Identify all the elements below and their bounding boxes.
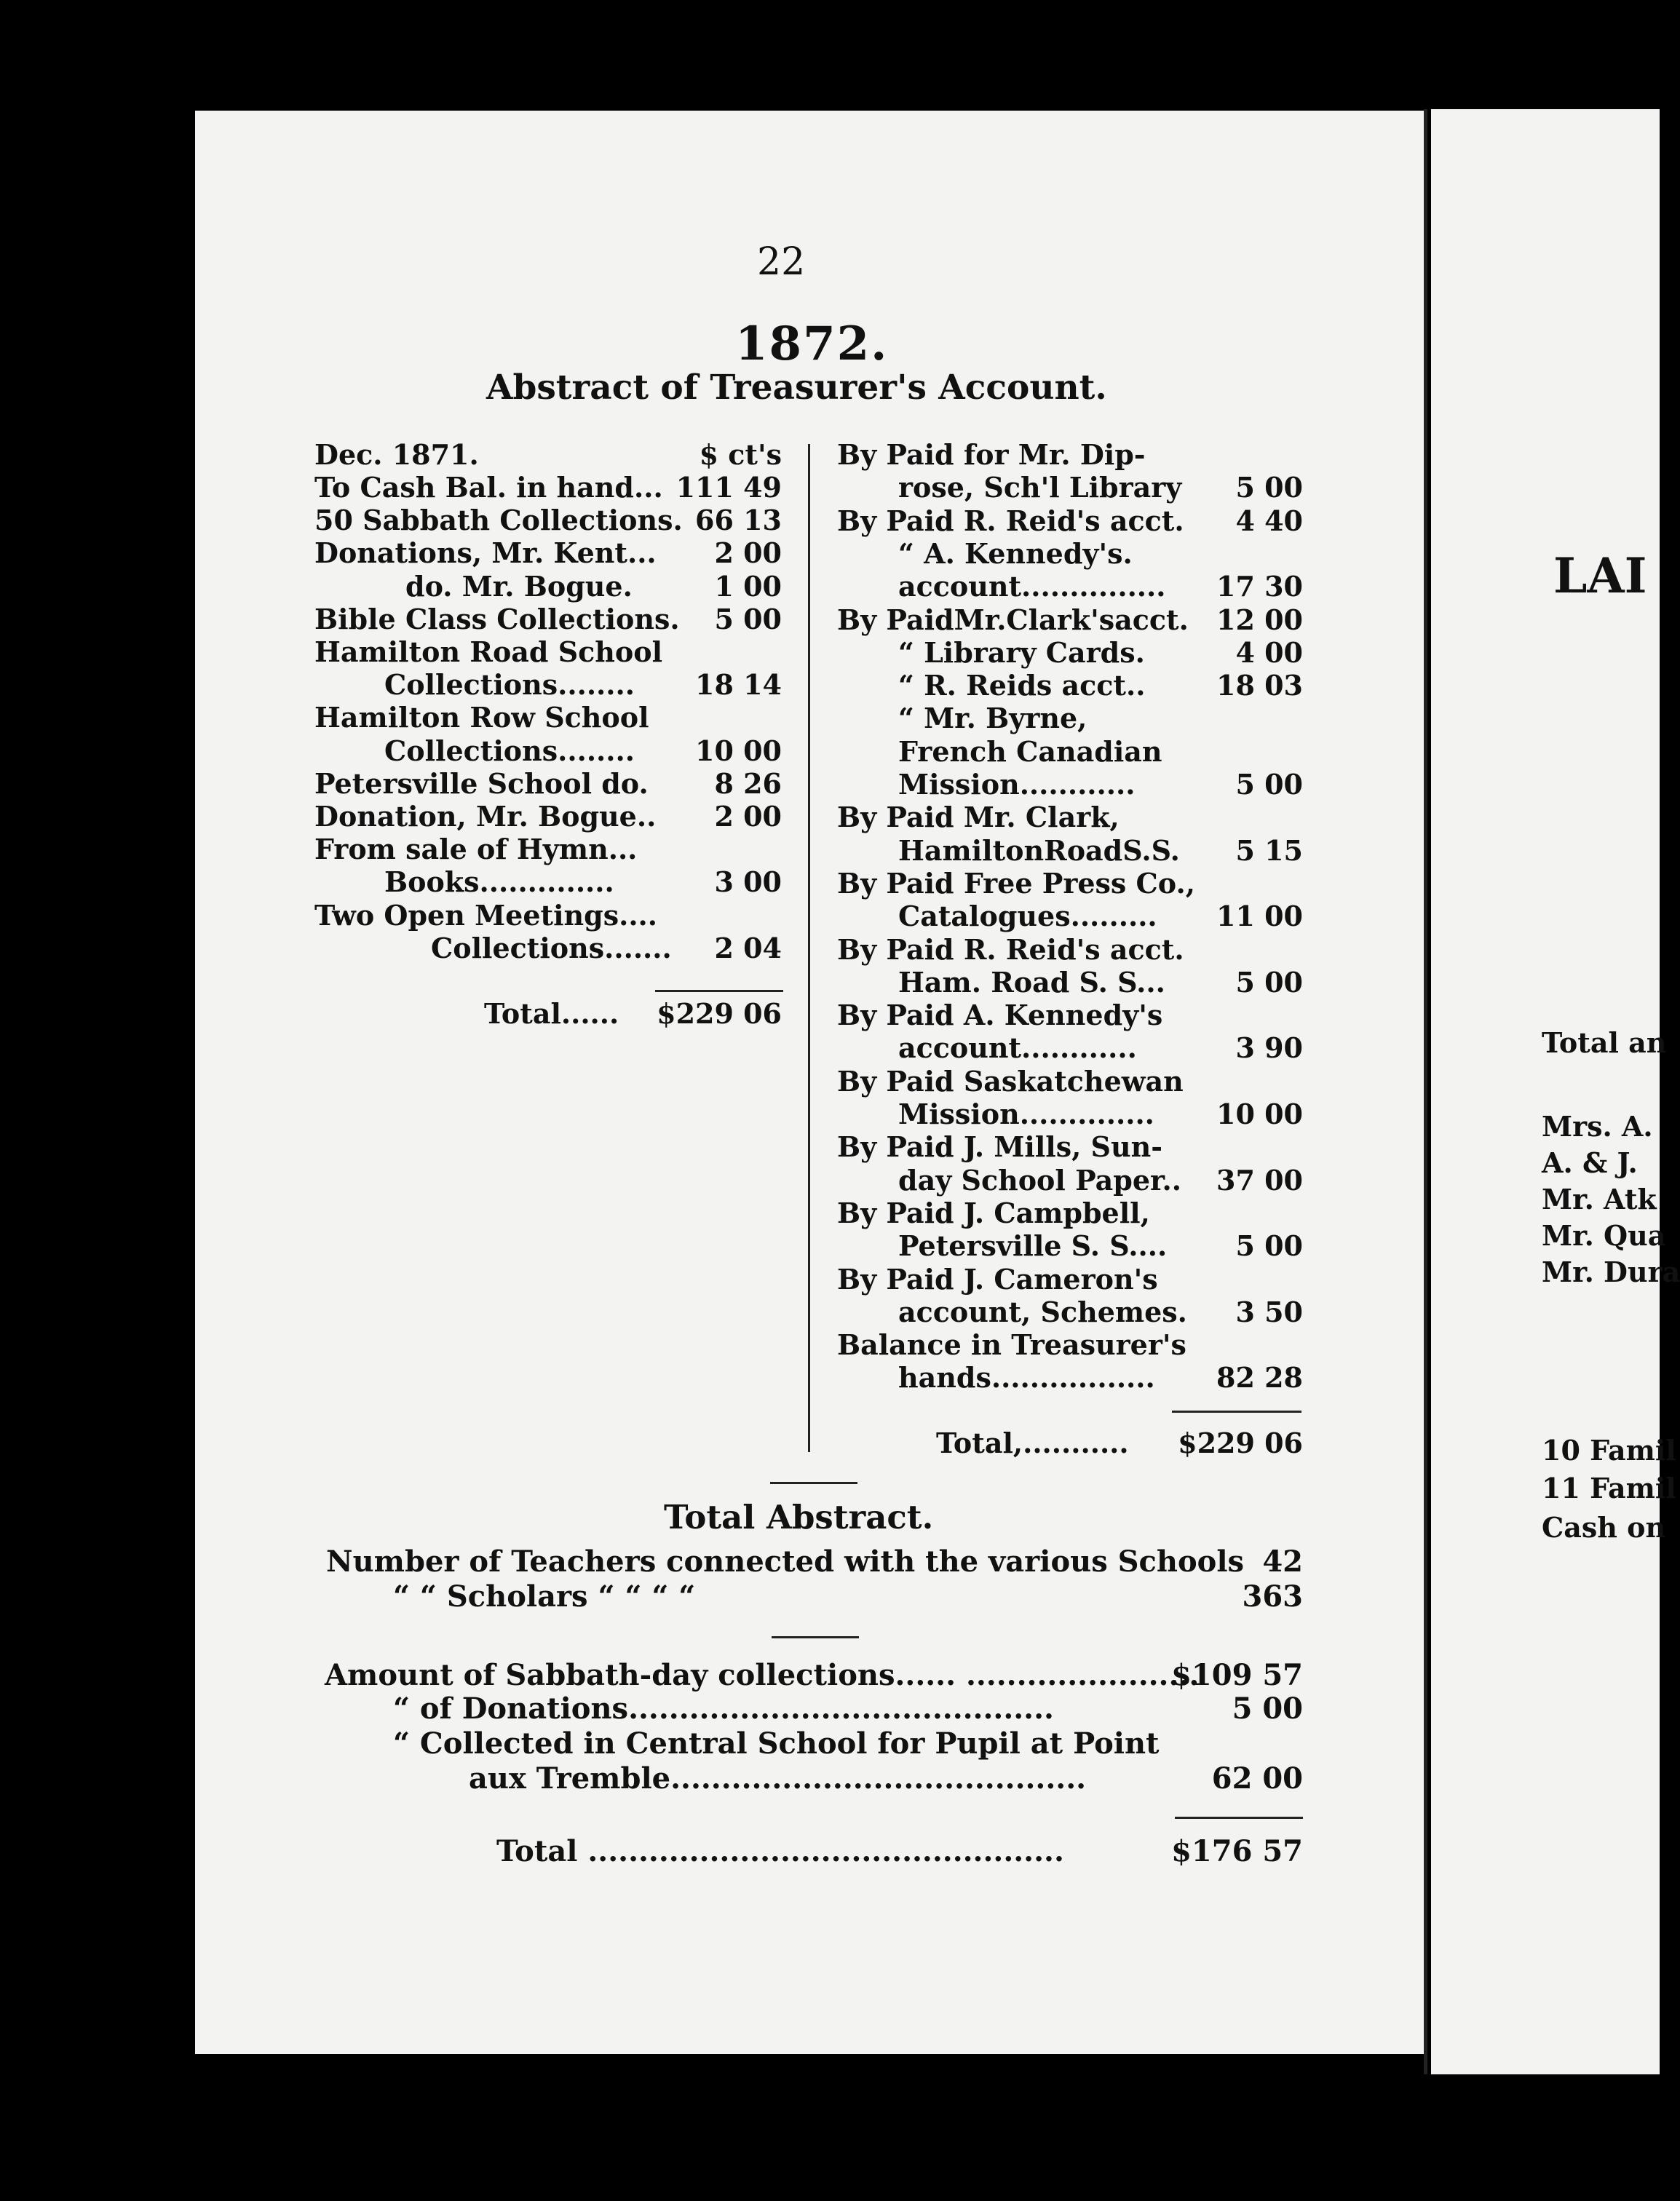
payment-amount: 3 90 [1235,1031,1303,1065]
receipt-amount: 10 00 [695,734,782,767]
payment-line: By Paid R. Reid's acct. [837,932,1184,966]
right-page-line: Mr. Dura [1542,1256,1680,1288]
payment-line: “ R. Reids acct.. [898,669,1146,702]
abstract-line: “ “ Scholars “ “ “ “ [393,1579,696,1614]
receipt-line: Two Open Meetings.... [314,898,658,932]
receipts-date-label: Dec. 1871. [314,438,479,471]
abstract-total-label: Total ............................................... [496,1834,1064,1868]
receipt-line: Collections........ [384,668,635,702]
payment-line: Mission.............. [898,1098,1154,1130]
payment-amount: 4 00 [1235,635,1303,669]
payment-line: account............ [898,1031,1137,1065]
receipt-line: Donation, Mr. Bogue.. [314,800,657,833]
right-page-line: 10 Famil [1542,1434,1676,1467]
payment-amount: 5 00 [1235,768,1303,801]
total-abstract-heading: Total Abstract. [664,1498,934,1536]
receipt-line: Collections........ [384,734,635,767]
receipt-line: Hamilton Road School [314,635,663,668]
payment-amount: 82 28 [1216,1361,1303,1395]
payment-line: By Paid Saskatchewan [837,1064,1184,1098]
receipt-line: do. Mr. Bogue. [405,569,633,603]
receipts-total-rule [655,990,783,992]
payment-line: Ham. Road S. S... [898,965,1165,999]
abstract-line: aux Tremble......................................... [469,1761,1087,1796]
payment-amount: 11 00 [1216,900,1303,933]
abstract-amount: 5 00 [1232,1692,1303,1726]
section-divider [770,1482,857,1484]
right-page-heading: LAI [1553,547,1647,604]
receipt-line: 50 Sabbath Collections. [314,504,683,537]
payment-line: By Paid Free Press Co., [837,866,1195,900]
payment-line: Mission............ [898,768,1136,801]
page-number: 22 [757,240,806,284]
payments-total-rule [1172,1411,1301,1413]
payment-line: Balance in Treasurer's [837,1328,1186,1362]
payment-amount: 12 00 [1216,603,1303,636]
receipts-total-amount: $229 06 [657,997,782,1030]
abstract-divider [772,1636,859,1638]
payment-amount: 5 00 [1235,965,1303,999]
payment-amount: 3 50 [1235,1295,1303,1328]
abstract-line: Amount of Sabbath-day collections...... ....................... [325,1658,1200,1692]
right-page-line: A. & J. [1542,1146,1638,1179]
receipt-amount: 8 26 [714,766,782,800]
receipt-amount: 2 00 [714,536,782,570]
abstract-amount: 42 [1262,1544,1303,1579]
payments-total-label: Total,........... [936,1427,1129,1459]
year-heading: 1872. [735,317,889,371]
payment-line: account............... [898,570,1166,603]
payment-amount: 5 00 [1235,1229,1303,1263]
payment-line: rose, Sch'l Library [898,471,1182,504]
receipt-amount: 18 14 [695,668,782,702]
payment-line: account, Schemes. [898,1295,1187,1328]
column-divider [808,444,810,1452]
payment-amount: 37 00 [1216,1163,1303,1197]
abstract-line: “ Collected in Central School for Pupil at Point [393,1726,1160,1761]
receipt-line: From sale of Hymn... [314,833,638,866]
payment-line: By PaidMr.Clark'sacct. [837,603,1189,636]
abstract-line: “ of Donations.......................................... [393,1692,1054,1726]
right-page-line: Mr. Qua [1542,1219,1666,1252]
abstract-amount: 62 00 [1211,1761,1303,1796]
right-page-line: Cash on [1542,1511,1666,1544]
payment-amount: 18 03 [1216,669,1303,702]
payment-line: Petersville S. S.... [898,1229,1168,1263]
receipt-amount: 3 00 [714,865,782,899]
payment-amount: 5 00 [1235,471,1303,504]
payment-amount: 4 40 [1235,504,1303,537]
payment-line: By Paid for Mr. Dip- [837,438,1146,471]
right-page-line: Mr. Atk [1542,1183,1657,1215]
receipt-amount: 66 13 [695,504,782,537]
abstract-amount: $109 57 [1171,1658,1303,1692]
payment-line: By Paid A. Kennedy's [837,999,1163,1032]
right-page-line: Mrs. A. [1542,1110,1653,1143]
payment-line: “ A. Kennedy's. [898,536,1133,570]
payment-line: French Canadian [898,734,1162,768]
receipts-units: $ ct's [699,438,782,471]
receipt-line: To Cash Bal. in hand... [314,471,663,504]
abstract-amount: 363 [1242,1579,1303,1614]
payment-amount: 5 15 [1235,833,1303,867]
receipt-line: Collections....... [431,931,672,964]
receipts-total-label: Total...... [484,997,619,1030]
payment-line: By Paid J. Campbell, [837,1196,1150,1229]
receipt-amount: 2 04 [714,931,782,964]
payment-amount: 10 00 [1216,1098,1303,1130]
receipt-line: Bible Class Collections. [314,602,680,635]
right-page [1431,109,1660,2074]
page-gutter [1424,109,1427,2074]
payment-line: By Paid R. Reid's acct. [837,504,1184,537]
payment-line: Catalogues......... [898,900,1157,933]
receipt-line: Petersville School do. [314,766,649,800]
right-page-line: Total an [1542,1026,1667,1059]
abstract-total-amount: $176 57 [1171,1834,1303,1868]
receipt-amount: 111 49 [675,471,782,504]
account-heading: Abstract of Treasurer's Account. [486,368,1107,408]
receipt-amount: 5 00 [714,602,782,635]
payment-line: By Paid J. Mills, Sun- [837,1130,1163,1164]
payments-total-amount: $229 06 [1178,1427,1303,1459]
abstract-total-rule [1175,1817,1303,1819]
payment-line: hands................. [898,1361,1155,1395]
payment-line: “ Mr. Byrne, [898,702,1087,735]
receipt-amount: 1 00 [714,569,782,603]
payment-line: day School Paper.. [898,1163,1181,1197]
payment-amount: 17 30 [1216,570,1303,603]
abstract-line: Number of Teachers connected with the various Schools [326,1544,1245,1579]
receipt-line: Donations, Mr. Kent... [314,536,657,570]
payment-line: By Paid Mr. Clark, [837,801,1120,834]
receipt-amount: 2 00 [714,800,782,833]
receipt-line: Hamilton Row School [314,701,649,734]
receipt-line: Books.............. [384,865,614,899]
right-page-line: 11 Famil [1542,1472,1676,1504]
payment-line: By Paid J. Cameron's [837,1262,1158,1296]
payment-line: HamiltonRoadS.S. [898,833,1180,867]
payment-line: “ Library Cards. [898,635,1145,669]
